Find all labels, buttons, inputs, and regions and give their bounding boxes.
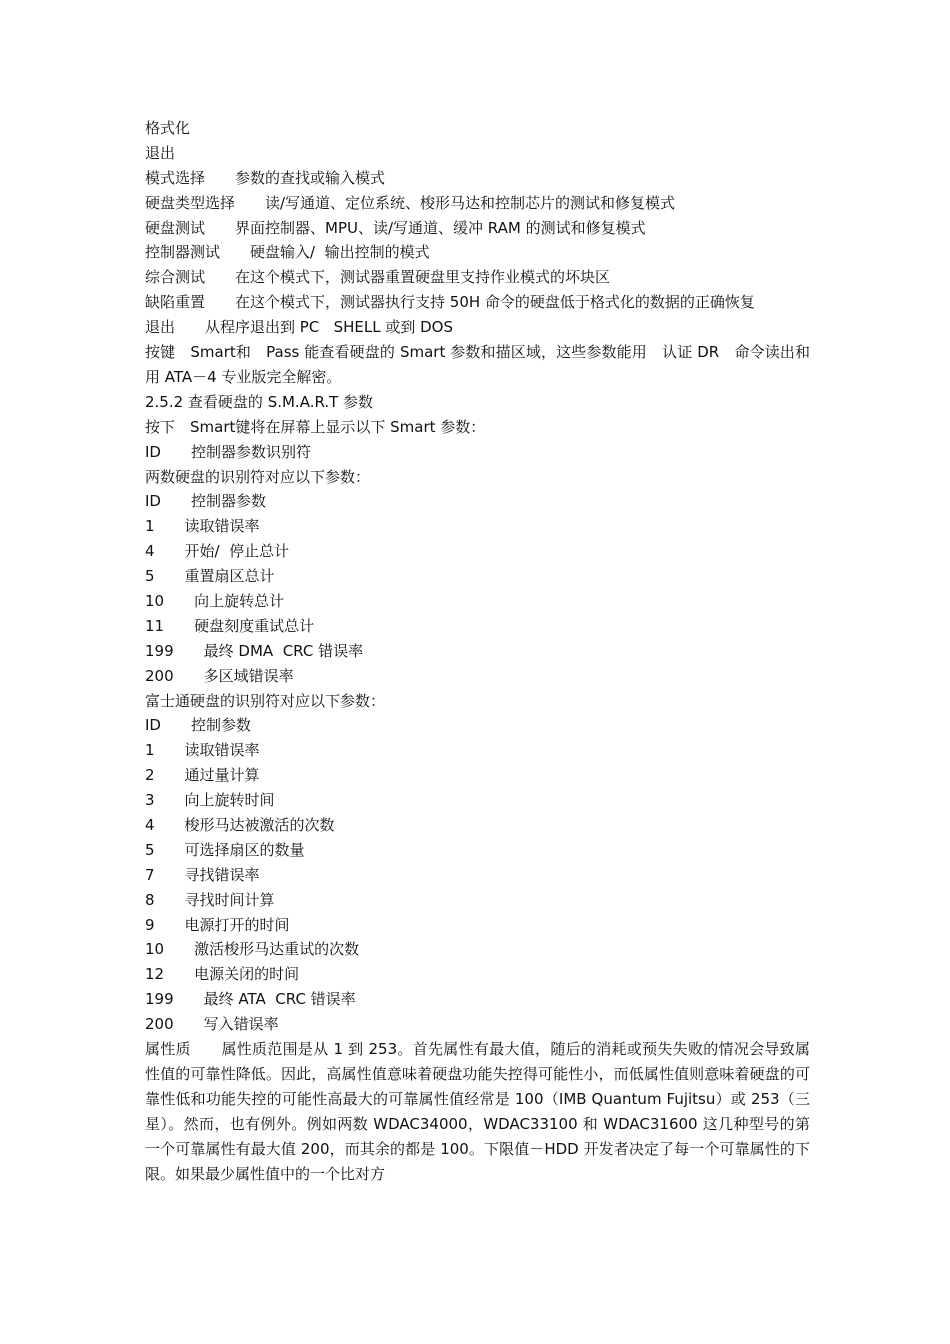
text-line: 退出 从程序退出到 PC SHELL 或到 DOS xyxy=(145,318,453,337)
document-body xyxy=(145,116,810,1186)
list-item: 199 最终 DMA CRC 错误率 xyxy=(145,641,364,660)
list-item: 4 梭形马达被激活的次数 xyxy=(145,815,335,834)
list-item: 4 开始/ 停止总计 xyxy=(145,542,290,561)
list-item: 10 激活梭形马达重试的次数 xyxy=(145,940,360,959)
text-line: 综合测试 在这个模式下，测试器重置硬盘里支持作业模式的坏块区 xyxy=(145,268,611,287)
text-line: 硬盘类型选择 读/写通道、定位系统、梭形马达和控制芯片的测试和修复模式 xyxy=(145,193,676,212)
text-line: ID 控制器参数识别符 xyxy=(145,442,311,461)
list-item: 8 寻找时间计算 xyxy=(145,890,275,909)
text-line: 退出 xyxy=(145,143,176,162)
list-item: 12 电源关闭的时间 xyxy=(145,965,300,984)
smart-key-paragraph: 按键 Smart和 Pass 能查看硬盘的 Smart 参数和描区域，这些参数能用 认证 DR 命令读出和用 ATA－4 专业版完全解密。 xyxy=(145,343,810,386)
list-item: 1 读取错误率 xyxy=(145,517,260,536)
list-item: 200 多区域错误率 xyxy=(145,666,294,685)
list-item: 1 读取错误率 xyxy=(145,741,260,760)
section-heading: 2.5.2 查看硬盘的 S.M.A.R.T 参数 xyxy=(145,392,374,411)
list-item: 200 写入错误率 xyxy=(145,1015,279,1034)
list-item: 10 向上旋转总计 xyxy=(145,591,285,610)
attribute-paragraph: 属性质 属性质范围是从 1 到 253。首先属性有最大值，随后的消耗或预失失败的情况会导致属性值的可靠性降低。因此，高属性值意味着硬盘功能失控得可能性小，而低属性值则意味着硬盘的可靠性低和功能失控的可能性高最大的可靠属性值经常是 100（IMB Quantum Fujitsu）或 253（三星）。然而，也有例外。例如两数 WDAC34000，WDAC33100 和 WDAC31600 这几种型号的第一个可靠属性有最大值 200，而其余的都是 100。下限值－HDD 开发者决定了每一个可靠属性的下限。如果最少属性值中的一个比对方 xyxy=(145,1040,810,1183)
list-item: 7 寻找错误率 xyxy=(145,865,260,884)
defect-reset-paragraph: 缺陷重置 在这个模式下，测试器执行支持 50H 命令的硬盘低于格式化的数据的正确恢复 xyxy=(145,293,755,312)
text-line: 富士通硬盘的识别符对应以下参数： xyxy=(145,691,386,710)
text-line: 模式选择 参数的查找或输入模式 xyxy=(145,168,386,187)
text-line: ID 控制器参数 xyxy=(145,492,266,511)
list-item: 2 通过量计算 xyxy=(145,766,260,785)
list-item: 11 硬盘刻度重试总计 xyxy=(145,616,315,635)
list-item: 199 最终 ATA CRC 错误率 xyxy=(145,990,356,1009)
list-item: 5 重置扇区总计 xyxy=(145,567,275,586)
text-line: 控制器测试 硬盘输入/ 输出控制的模式 xyxy=(145,243,430,262)
text-line: 格式化 xyxy=(145,119,191,137)
text-line: 硬盘测试 界面控制器、MPU、读/写通道、缓冲 RAM 的测试和修复模式 xyxy=(145,218,646,237)
list-item: 9 电源打开的时间 xyxy=(145,915,290,934)
text-line: ID 控制参数 xyxy=(145,716,251,735)
list-item: 5 可选择扇区的数量 xyxy=(145,840,305,859)
text-line: 两数硬盘的识别符对应以下参数： xyxy=(145,467,371,486)
text-line: 按下 Smart键将在屏幕上显示以下 Smart 参数： xyxy=(145,417,486,436)
list-item: 3 向上旋转时间 xyxy=(145,791,275,810)
